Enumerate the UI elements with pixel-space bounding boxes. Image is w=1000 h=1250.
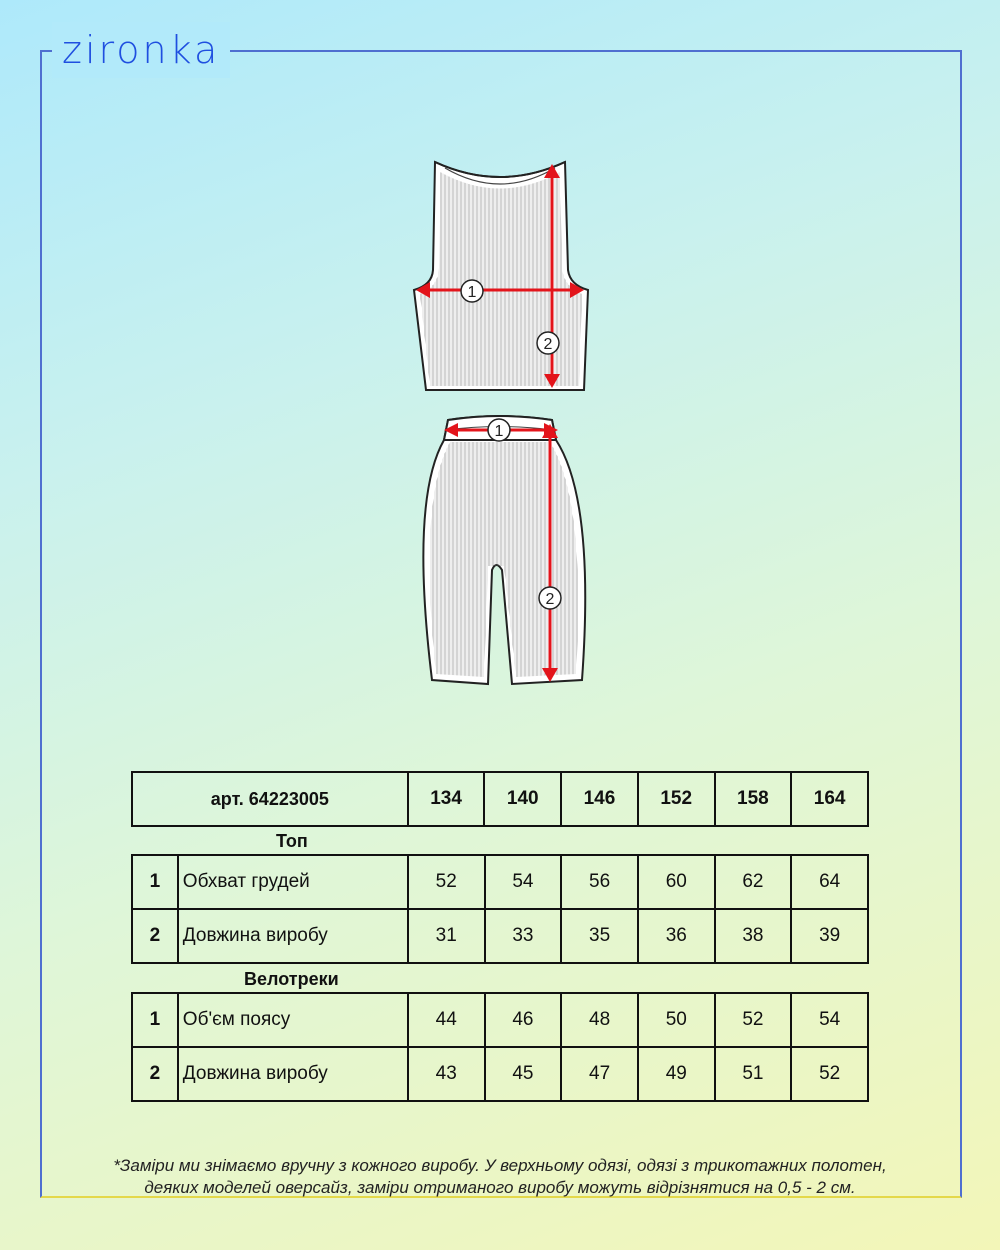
marker-top-chest: [461, 280, 483, 302]
value-cell: 36: [638, 909, 715, 963]
size-152: 152: [638, 772, 715, 826]
shorts-measurements-table: [131, 992, 869, 1102]
table-row: [132, 855, 868, 909]
value-cell: 46: [485, 993, 562, 1047]
row-number: 1: [132, 993, 178, 1047]
size-164: 164: [791, 772, 868, 826]
table-row: [132, 1047, 868, 1101]
svg-text:1: 1: [494, 423, 504, 440]
value-cell: 52: [791, 1047, 868, 1101]
size-146: 146: [561, 772, 638, 826]
value-cell: 52: [715, 993, 792, 1047]
row-label: Довжина виробу: [178, 1047, 408, 1101]
value-cell: 50: [638, 993, 715, 1047]
marker-shorts-length: [539, 587, 561, 609]
value-cell: 39: [791, 909, 868, 963]
value-cell: 48: [561, 993, 638, 1047]
value-cell: 60: [638, 855, 715, 909]
brand-logo: zironka: [52, 22, 230, 78]
section-title-shorts: Велотреки: [244, 969, 339, 989]
tank-top-drawing: [414, 162, 588, 390]
value-cell: 64: [791, 855, 868, 909]
table-row: [132, 993, 868, 1047]
article-number: арт. 64223005: [132, 772, 408, 826]
row-label: Довжина виробу: [178, 909, 408, 963]
value-cell: 45: [485, 1047, 562, 1101]
svg-text:1: 1: [467, 284, 477, 301]
row-label: Обхват грудей: [178, 855, 408, 909]
marker-shorts-waist: [488, 419, 510, 441]
value-cell: 52: [408, 855, 485, 909]
value-cell: 47: [561, 1047, 638, 1101]
row-label: Об'єм поясу: [178, 993, 408, 1047]
svg-text:2: 2: [545, 591, 555, 608]
footnote-line-2: деяких моделей оверсайз, заміри отриманого виробу можуть відрізнятися на 0,5 - 2 см.: [144, 1178, 856, 1197]
size-header-row: [132, 772, 868, 826]
row-number: 2: [132, 1047, 178, 1101]
footnote: [60, 1155, 940, 1199]
size-header-table: [131, 771, 869, 827]
table-row: [132, 909, 868, 963]
svg-text:2: 2: [543, 336, 553, 353]
value-cell: 49: [638, 1047, 715, 1101]
value-cell: 54: [791, 993, 868, 1047]
section-title-top: Топ: [276, 831, 308, 851]
shorts-drawing: [423, 416, 585, 684]
row-number: 2: [132, 909, 178, 963]
value-cell: 35: [561, 909, 638, 963]
value-cell: 31: [408, 909, 485, 963]
value-cell: 44: [408, 993, 485, 1047]
value-cell: 33: [485, 909, 562, 963]
value-cell: 51: [715, 1047, 792, 1101]
size-134: 134: [408, 772, 485, 826]
footnote-line-1: *Заміри ми знімаємо вручну з кожного виробу. У верхньому одязі, одязі з трикотажних полотен,: [113, 1156, 887, 1175]
value-cell: 43: [408, 1047, 485, 1101]
value-cell: 54: [485, 855, 562, 909]
value-cell: 38: [715, 909, 792, 963]
marker-top-length: [537, 332, 559, 354]
size-158: 158: [715, 772, 792, 826]
row-number: 1: [132, 855, 178, 909]
value-cell: 56: [561, 855, 638, 909]
value-cell: 62: [715, 855, 792, 909]
garment-diagram: [400, 150, 600, 695]
top-measurements-table: [131, 854, 869, 964]
size-140: 140: [484, 772, 561, 826]
